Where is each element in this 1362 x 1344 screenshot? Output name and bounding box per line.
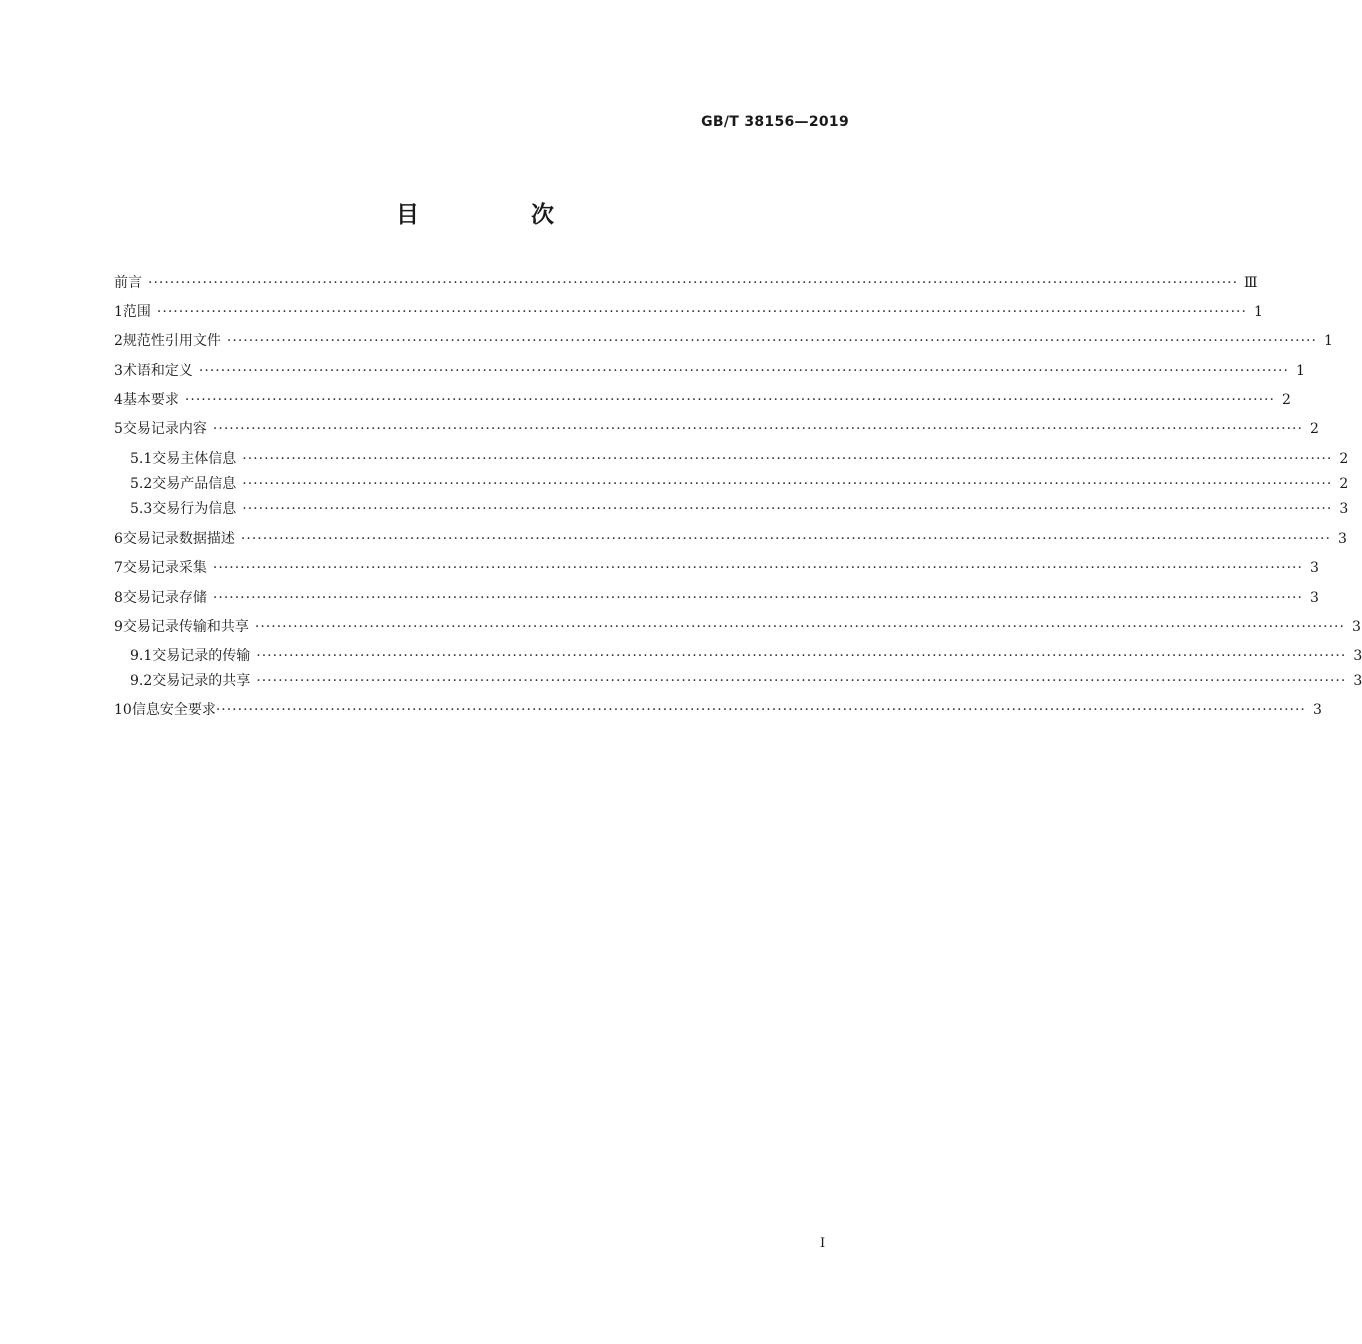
toc-entry-page: 2 [1339,451,1349,467]
toc-entry-5-1[interactable] [130,447,1349,471]
toc-entry-label: 信息安全要求 [131,702,216,718]
toc-entry-label: 交易记录内容 [122,421,207,437]
toc-entry-preface[interactable] [114,271,1258,295]
toc-leader: ········································································································································································································ [240,531,1331,547]
toc-entry-1[interactable] [114,300,1263,324]
toc-entry-number: 9 [114,619,123,635]
page-number: I [820,1236,826,1251]
toc-entry-label: 交易记录数据描述 [122,531,235,547]
toc-leader: ········································································································································································································ [242,476,1333,492]
toc-entry-number: 8 [114,590,123,606]
standard-code: GB/T 38156—2019 [701,114,849,130]
toc-entry-7[interactable] [114,556,1319,580]
toc-entry-page: 1 [1254,304,1263,320]
toc-entry-2[interactable] [114,329,1333,353]
toc-entry-page: 2 [1339,476,1349,492]
toc-leader: ········································································································································································································ [215,702,1306,718]
toc-entry-4[interactable] [114,388,1291,412]
toc-entry-number: 5 [114,421,123,437]
toc-entry-10[interactable] [114,698,1322,722]
toc-entry-label: 交易记录的共享 [152,673,251,689]
toc-entry-6[interactable] [114,527,1347,551]
page-title: 目 次 [395,202,606,228]
toc-entry-number: 9.2 [130,673,153,689]
toc-entry-number: 3 [114,363,123,379]
toc-entry-page: 1 [1324,333,1333,349]
toc-leader: ········································································································································································································ [226,333,1317,349]
toc-entry-label: 交易记录的传输 [152,648,251,664]
toc-leader: ········································································································································································································ [198,363,1289,379]
toc-entry-label: 交易主体信息 [152,451,237,467]
toc-entry-page: 3 [1339,501,1349,517]
toc-leader: ········································································································································································································ [156,304,1247,320]
toc-entry-label: 交易产品信息 [152,476,237,492]
toc-entry-number: 10 [114,702,132,718]
toc-entry-number: 4 [114,392,123,408]
toc-entry-page: 3 [1353,648,1362,664]
toc-entry-page: 3 [1310,560,1319,576]
toc-leader: ········································································································································································································ [256,673,1347,689]
toc-leader: ········································································································································································································ [212,560,1303,576]
toc-leader: ········································································································································································································ [212,590,1303,606]
toc-entry-9-1[interactable] [130,644,1362,668]
toc-entry-9[interactable] [114,615,1361,639]
toc-leader: ········································································································································································································ [148,275,1239,291]
toc-entry-number: 5.2 [130,476,153,492]
toc-entry-page: 3 [1352,619,1361,635]
toc-entry-page: Ⅲ [1244,275,1258,291]
toc-leader: ········································································································································································································ [242,501,1333,517]
toc-entry-page: 3 [1312,702,1322,718]
toc-entry-page: 1 [1296,363,1305,379]
toc-entry-3[interactable] [114,359,1305,383]
toc-entry-label: 交易记录传输和共享 [122,619,249,635]
toc-entry-5[interactable] [114,417,1319,441]
toc-entry-8[interactable] [114,586,1319,610]
toc-entry-page: 3 [1353,673,1362,689]
toc-entry-label: 术语和定义 [122,363,193,379]
toc-entry-label: 交易记录采集 [122,560,207,576]
toc-entry-page: 2 [1282,392,1291,408]
toc-leader: ········································································································································································································ [184,392,1275,408]
toc-entry-number: 6 [114,531,123,547]
toc-entry-5-2[interactable] [130,472,1349,496]
toc-entry-9-2[interactable] [130,669,1362,693]
toc-entry-number: 2 [114,333,123,349]
toc-entry-label: 前言 [114,275,142,291]
toc-entry-label: 交易记录存储 [122,590,207,606]
toc-leader: ········································································································································································································ [256,648,1347,664]
toc-entry-number: 5.3 [130,501,153,517]
toc-entry-label: 基本要求 [122,392,179,408]
toc-entry-number: 9.1 [130,648,153,664]
toc-leader: ········································································································································································································ [212,421,1303,437]
toc-entry-label: 交易行为信息 [152,501,237,517]
toc-entry-label: 范围 [122,304,151,320]
toc-entry-page: 3 [1338,531,1347,547]
toc-entry-page: 3 [1310,590,1319,606]
toc-leader: ········································································································································································································ [242,451,1333,467]
toc-entry-number: 1 [114,304,123,320]
toc-entry-page: 2 [1310,421,1319,437]
toc-entry-5-3[interactable] [130,497,1349,521]
toc-entry-label: 规范性引用文件 [122,333,221,349]
toc-leader: ········································································································································································································ [254,619,1345,635]
toc-entry-number: 5.1 [130,451,153,467]
toc-entry-number: 7 [114,560,123,576]
